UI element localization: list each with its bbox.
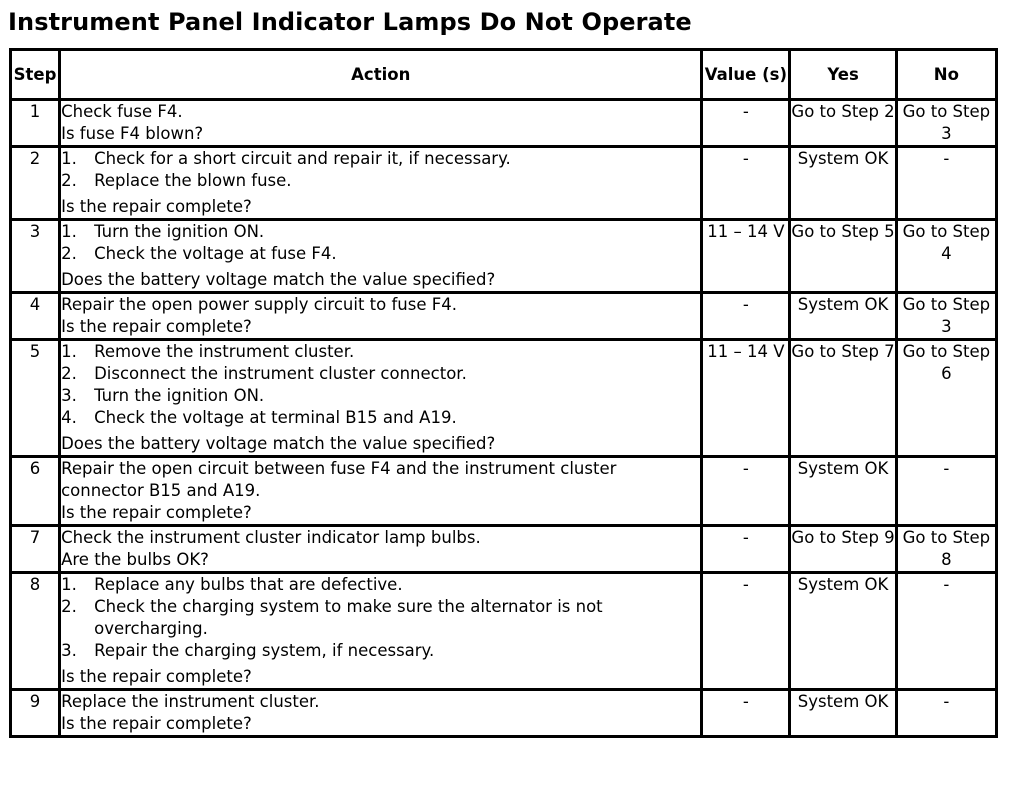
step-number: 8 — [11, 573, 60, 690]
action-line: Replace the instrument cluster. — [61, 692, 320, 711]
substep-text: Repair the charging system, if necessary. — [94, 641, 435, 660]
substep-text: Replace any bulbs that are defective. — [94, 575, 403, 594]
step-number: 3 — [11, 220, 60, 293]
action-line: Check the instrument cluster indicator lamp bulbs. — [61, 528, 481, 547]
step-number: 9 — [11, 690, 60, 737]
substep-item — [61, 221, 700, 243]
substep-list — [61, 574, 700, 662]
action-cell — [60, 457, 702, 526]
action-question: Does the battery voltage match the value specified? — [61, 270, 496, 289]
substep-text: Disconnect the instrument cluster connector. — [94, 364, 467, 383]
action-question: Is fuse F4 blown? — [61, 124, 204, 143]
value-cell: - — [702, 100, 790, 147]
table-row — [11, 100, 997, 147]
substep-text: Check the voltage at fuse F4. — [94, 244, 337, 263]
substep-item — [61, 407, 700, 429]
value-cell: - — [702, 573, 790, 690]
yes-cell: Go to Step 9 — [790, 526, 896, 573]
no-cell: - — [896, 573, 996, 690]
no-cell: - — [896, 147, 996, 220]
action-question: Does the battery voltage match the value specified? — [61, 434, 496, 453]
substep-item — [61, 363, 700, 385]
action-cell — [60, 340, 702, 457]
value-cell: - — [702, 147, 790, 220]
step-number: 2 — [11, 147, 60, 220]
no-cell: Go to Step 6 — [896, 340, 996, 457]
step-number: 4 — [11, 293, 60, 340]
yes-cell: System OK — [790, 457, 896, 526]
no-cell: - — [896, 457, 996, 526]
no-cell: Go to Step 3 — [896, 100, 996, 147]
table-row — [11, 457, 997, 526]
header-no: No — [896, 50, 996, 100]
substep-number: 2. — [61, 171, 77, 190]
value-cell: - — [702, 457, 790, 526]
header-yes: Yes — [790, 50, 896, 100]
yes-cell: System OK — [790, 573, 896, 690]
substep-text: Check the voltage at terminal B15 and A19. — [94, 408, 457, 427]
substep-item — [61, 170, 700, 192]
action-cell — [60, 100, 702, 147]
action-question: Is the repair complete? — [61, 197, 252, 216]
substep-list — [61, 341, 700, 429]
value-cell: - — [702, 293, 790, 340]
substep-item — [61, 574, 700, 596]
substep-item — [61, 341, 700, 363]
substep-item — [61, 596, 700, 640]
yes-cell: System OK — [790, 147, 896, 220]
action-line: Repair the open circuit between fuse F4 and the instrument cluster — [61, 459, 617, 478]
substep-number: 3. — [61, 386, 77, 405]
substep-item — [61, 243, 700, 265]
substep-number: 2. — [61, 597, 77, 616]
table-row — [11, 340, 997, 457]
action-cell — [60, 147, 702, 220]
action-question: Are the bulbs OK? — [61, 550, 209, 569]
action-line: Check fuse F4. — [61, 102, 183, 121]
table-row — [11, 690, 997, 737]
action-question: Is the repair complete? — [61, 667, 252, 686]
table-row — [11, 573, 997, 690]
action-cell — [60, 573, 702, 690]
step-number: 7 — [11, 526, 60, 573]
substep-number: 4. — [61, 408, 77, 427]
step-number: 6 — [11, 457, 60, 526]
table-row — [11, 220, 997, 293]
yes-cell: Go to Step 5 — [790, 220, 896, 293]
step-number: 1 — [11, 100, 60, 147]
substep-number: 1. — [61, 149, 77, 168]
substep-number: 1. — [61, 575, 77, 594]
substep-item — [61, 385, 700, 407]
action-line: Repair the open power supply circuit to fuse F4. — [61, 295, 457, 314]
substep-text: Turn the ignition ON. — [94, 386, 265, 405]
action-cell — [60, 293, 702, 340]
substep-text: Replace the blown fuse. — [94, 171, 292, 190]
table-body — [11, 100, 997, 737]
table-row — [11, 526, 997, 573]
substep-number: 1. — [61, 222, 77, 241]
action-question: Is the repair complete? — [61, 503, 252, 522]
substep-text: Remove the instrument cluster. — [94, 342, 355, 361]
substep-list — [61, 221, 700, 265]
action-cell — [60, 220, 702, 293]
substep-list — [61, 148, 700, 192]
no-cell: Go to Step 4 — [896, 220, 996, 293]
no-cell: Go to Step 3 — [896, 293, 996, 340]
no-cell: Go to Step 8 — [896, 526, 996, 573]
action-question: Is the repair complete? — [61, 714, 252, 733]
substep-text: Check for a short circuit and repair it, if necessary. — [94, 149, 511, 168]
action-cell — [60, 526, 702, 573]
header-value: Value (s) — [702, 50, 790, 100]
substep-number: 1. — [61, 342, 77, 361]
page-title: Instrument Panel Indicator Lamps Do Not Operate — [8, 8, 692, 36]
table-row — [11, 147, 997, 220]
action-line: connector B15 and A19. — [61, 481, 261, 500]
value-cell: 11 – 14 V — [702, 220, 790, 293]
value-cell: - — [702, 526, 790, 573]
header-action: Action — [60, 50, 702, 100]
substep-number: 2. — [61, 244, 77, 263]
yes-cell: System OK — [790, 690, 896, 737]
value-cell: 11 – 14 V — [702, 340, 790, 457]
table-row — [11, 293, 997, 340]
yes-cell: Go to Step 7 — [790, 340, 896, 457]
substep-item — [61, 148, 700, 170]
table-header-row — [11, 50, 997, 100]
substep-text: Check the charging system to make sure the alternator is not overcharging. — [94, 597, 603, 638]
yes-cell: System OK — [790, 293, 896, 340]
action-question: Is the repair complete? — [61, 317, 252, 336]
value-cell: - — [702, 690, 790, 737]
substep-text: Turn the ignition ON. — [94, 222, 265, 241]
header-step: Step — [11, 50, 60, 100]
no-cell: - — [896, 690, 996, 737]
substep-number: 3. — [61, 641, 77, 660]
step-number: 5 — [11, 340, 60, 457]
action-cell — [60, 690, 702, 737]
substep-item — [61, 640, 700, 662]
yes-cell: Go to Step 2 — [790, 100, 896, 147]
diagnostic-table — [9, 48, 998, 738]
substep-number: 2. — [61, 364, 77, 383]
